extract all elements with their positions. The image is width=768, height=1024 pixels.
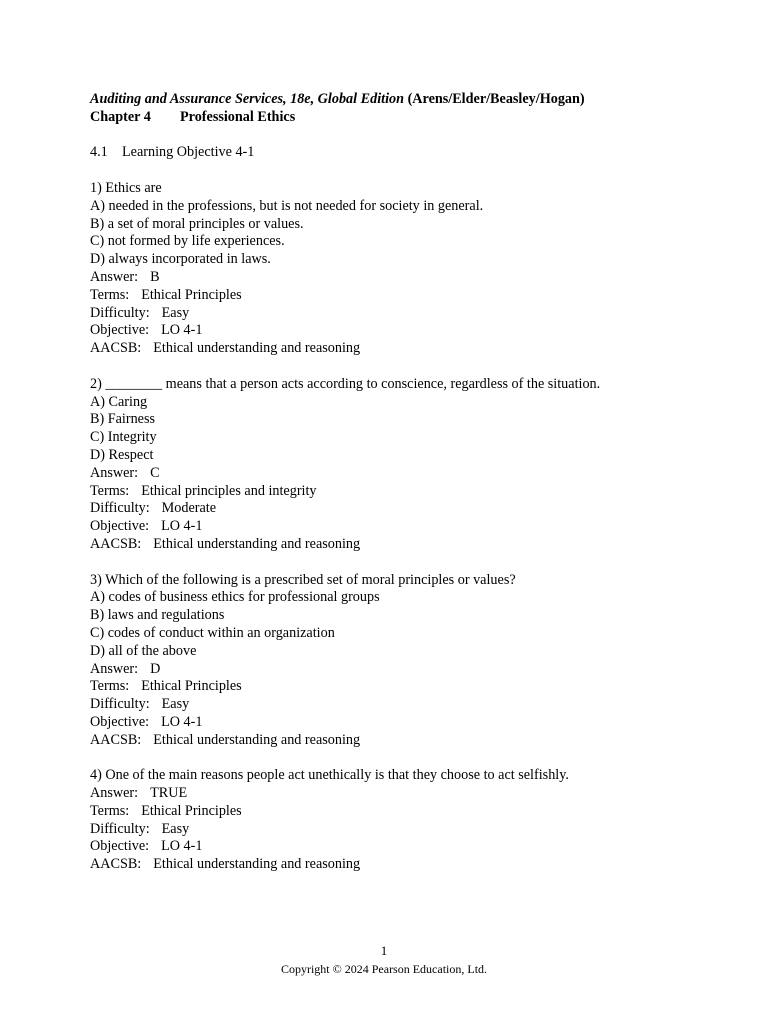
aacsb-label: AACSB: bbox=[90, 856, 142, 873]
option-d: D) all of the above bbox=[90, 642, 197, 659]
section-title: Learning Objective 4-1 bbox=[122, 144, 255, 161]
page-number: 1 bbox=[380, 943, 388, 958]
question-3 bbox=[90, 572, 710, 750]
aacsb-label: AACSB: bbox=[90, 731, 142, 748]
answer-value: TRUE bbox=[150, 785, 188, 802]
question-1 bbox=[90, 180, 710, 358]
option-a: A) Caring bbox=[90, 393, 148, 410]
terms-value: Ethical Principles bbox=[141, 678, 242, 695]
answer-line bbox=[90, 269, 710, 287]
objective-line bbox=[90, 322, 710, 340]
question-stem: 2) ________ means that a person acts according to conscience, regardless of the situation. bbox=[90, 375, 601, 392]
question-2 bbox=[90, 376, 710, 554]
answer-label: Answer: bbox=[90, 660, 139, 677]
difficulty-label: Difficulty: bbox=[90, 820, 150, 837]
terms-label: Terms: bbox=[90, 678, 130, 695]
book-authors: (Arens/Elder/Beasley/Hogan) bbox=[407, 91, 585, 107]
copyright-notice: Copyright © 2024 Pearson Education, Ltd. bbox=[280, 962, 488, 976]
terms-label: Terms: bbox=[90, 286, 130, 303]
option-b: B) a set of moral principles or values. bbox=[90, 215, 304, 232]
book-title: Auditing and Assurance Services, 18e, Global Edition bbox=[90, 91, 405, 107]
difficulty-label: Difficulty: bbox=[90, 304, 150, 321]
aacsb-line bbox=[90, 340, 710, 358]
option-b: B) Fairness bbox=[90, 411, 156, 428]
section-number: 4.1 bbox=[90, 144, 108, 161]
aacsb-value: Ethical understanding and reasoning bbox=[153, 535, 361, 552]
difficulty-line bbox=[90, 305, 710, 323]
aacsb-value: Ethical understanding and reasoning bbox=[153, 340, 361, 357]
aacsb-value: Ethical understanding and reasoning bbox=[153, 731, 361, 748]
answer-line bbox=[90, 785, 710, 803]
objective-label: Objective: bbox=[90, 713, 150, 730]
objective-value: LO 4-1 bbox=[161, 322, 203, 339]
terms-line bbox=[90, 287, 710, 305]
terms-value: Ethical Principles bbox=[141, 802, 242, 819]
option-d: D) always incorporated in laws. bbox=[90, 251, 271, 268]
difficulty-line bbox=[90, 821, 710, 839]
objective-line bbox=[90, 714, 710, 732]
aacsb-line bbox=[90, 856, 710, 874]
objective-line bbox=[90, 838, 710, 856]
difficulty-value: Easy bbox=[161, 304, 190, 321]
difficulty-line bbox=[90, 696, 710, 714]
option-a: A) codes of business ethics for professional groups bbox=[90, 589, 380, 606]
answer-label: Answer: bbox=[90, 785, 139, 802]
question-4 bbox=[90, 767, 710, 874]
question-stem: 1) Ethics are bbox=[90, 179, 162, 196]
option-a: A) needed in the professions, but is not needed for society in general. bbox=[90, 197, 484, 214]
aacsb-value: Ethical understanding and reasoning bbox=[153, 856, 361, 873]
chapter-heading bbox=[90, 109, 710, 127]
objective-label: Objective: bbox=[90, 838, 150, 855]
option-d: D) Respect bbox=[90, 446, 154, 463]
answer-label: Answer: bbox=[90, 464, 139, 481]
answer-value: D bbox=[150, 660, 161, 677]
answer-value: C bbox=[150, 464, 160, 481]
terms-line bbox=[90, 803, 710, 821]
difficulty-value: Easy bbox=[161, 696, 190, 713]
chapter-title: Professional Ethics bbox=[180, 108, 296, 125]
objective-value: LO 4-1 bbox=[161, 518, 203, 535]
objective-label: Objective: bbox=[90, 518, 150, 535]
objective-value: LO 4-1 bbox=[161, 713, 203, 730]
terms-value: Ethical Principles bbox=[141, 286, 242, 303]
question-stem: 3) Which of the following is a prescribed set of moral principles or values? bbox=[90, 571, 516, 588]
answer-value: B bbox=[150, 268, 160, 285]
objective-line bbox=[90, 518, 710, 536]
objective-value: LO 4-1 bbox=[161, 838, 203, 855]
section-heading bbox=[90, 144, 710, 162]
option-c: C) Integrity bbox=[90, 429, 157, 446]
difficulty-value: Easy bbox=[161, 820, 190, 837]
option-c: C) codes of conduct within an organization bbox=[90, 624, 335, 641]
answer-label: Answer: bbox=[90, 268, 139, 285]
aacsb-label: AACSB: bbox=[90, 535, 142, 552]
option-c: C) not formed by life experiences. bbox=[90, 233, 285, 250]
document-page bbox=[90, 91, 710, 874]
aacsb-line bbox=[90, 732, 710, 750]
difficulty-value: Moderate bbox=[161, 500, 217, 517]
aacsb-line bbox=[90, 536, 710, 554]
option-b: B) laws and regulations bbox=[90, 607, 225, 624]
terms-value: Ethical principles and integrity bbox=[141, 482, 317, 499]
difficulty-label: Difficulty: bbox=[90, 500, 150, 517]
terms-line bbox=[90, 678, 710, 696]
answer-line bbox=[90, 465, 710, 483]
objective-label: Objective: bbox=[90, 322, 150, 339]
terms-line bbox=[90, 483, 710, 501]
terms-label: Terms: bbox=[90, 482, 130, 499]
terms-label: Terms: bbox=[90, 802, 130, 819]
chapter-number: Chapter 4 bbox=[90, 108, 151, 125]
difficulty-line bbox=[90, 500, 710, 518]
difficulty-label: Difficulty: bbox=[90, 696, 150, 713]
answer-line bbox=[90, 661, 710, 679]
book-header bbox=[90, 91, 710, 109]
question-stem: 4) One of the main reasons people act unethically is that they choose to act selfishly. bbox=[90, 767, 569, 784]
aacsb-label: AACSB: bbox=[90, 340, 142, 357]
